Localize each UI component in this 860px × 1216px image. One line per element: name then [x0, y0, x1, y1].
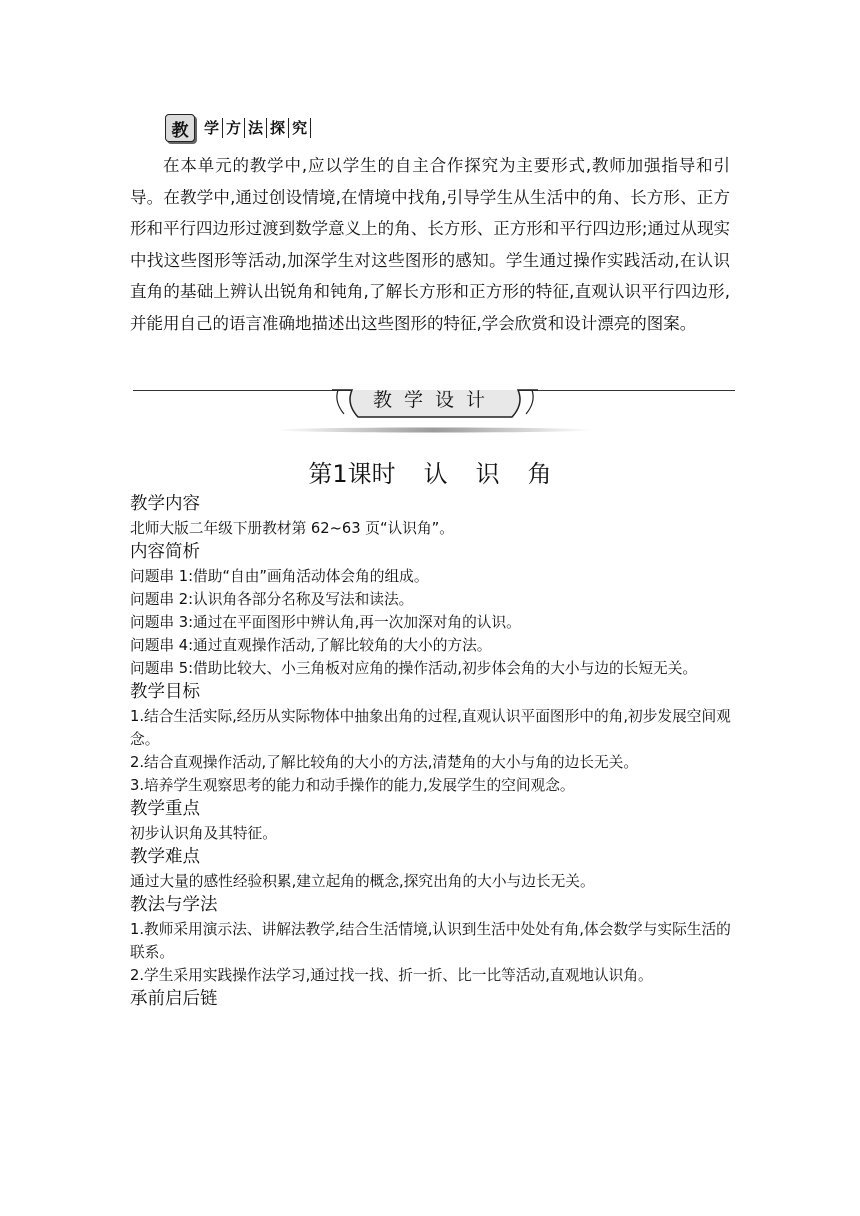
lesson-title — [0, 456, 860, 492]
section-difficulties — [130, 845, 734, 893]
section-heading: 教学目标 — [130, 682, 200, 702]
method-title-char: 方 — [223, 118, 245, 138]
method-title-char: 探 — [267, 118, 289, 138]
lesson-name-char: 认 — [423, 460, 448, 488]
section-line: 问题串 1:借助“自由”画角活动体会角的组成。 — [130, 568, 429, 585]
section-heading: 教学重点 — [130, 799, 200, 819]
section-heading: 教学难点 — [130, 847, 200, 867]
section-heading: 内容简析 — [130, 542, 200, 562]
section-line: 1.结合生活实际,经历从实际物体中抽象出角的过程,直观认识平面图形中的角,初步发展空间观念。 — [130, 708, 731, 748]
section-chain — [130, 987, 734, 1012]
lesson-name-char: 识 — [475, 460, 500, 488]
section-line: 问题串 4:通过直观操作活动,了解比较角的大小的方法。 — [130, 637, 492, 654]
banner-title: 教学设计 — [372, 389, 497, 411]
section-objectives — [130, 680, 734, 797]
section-analysis — [130, 540, 734, 680]
section-content — [130, 492, 734, 540]
method-paragraph: 在本单元的教学中,应以学生的自主合作探究为主要形式,教师加强指导和引导。在教学中,通过创设情境,在情境中找角,引导学生从生活中的角、长方形、正方形和平行四边形过渡到数学意义上的角、长方形、正方形和平行四边形;通过从现实中找这些图形等活动,加深学生对这些图形的感知。学生通过操作实践活动,在认识直角的基础上辨认出锐角和钝角,了解长方形和正方形的特征,直观认识平行四边形,并能用自己的语言准确地描述出这些图形的特征,学会欣赏和设计漂亮的图案。 — [130, 156, 730, 333]
lesson-number: 1 — [332, 460, 348, 488]
lesson-prefix: 第 — [308, 460, 333, 488]
section-line: 通过大量的感性经验积累,建立起角的概念,探究出角的大小与边长无关。 — [130, 873, 595, 890]
method-badge: 教 — [165, 114, 195, 142]
section-line: 1.教师采用演示法、讲解法教学,结合生活情境,认识到生活中处处有角,体会数学与实际生活的联系。 — [130, 921, 731, 961]
section-line: 北师大版二年级下册教材第 62~63 页“认识角”。 — [130, 520, 454, 537]
method-header — [165, 113, 311, 143]
section-methods — [130, 893, 734, 987]
section-line: 2.结合直观操作活动,了解比较角的大小的方法,清楚角的大小与角的边长无关。 — [130, 754, 639, 771]
section-line: 3.培养学生观察思考的能力和动手操作的能力,发展学生的空间观念。 — [130, 777, 575, 794]
method-title — [201, 118, 311, 138]
lesson-suffix: 课时 — [347, 460, 396, 488]
lesson-content — [130, 492, 734, 1012]
lesson-name-char: 角 — [527, 460, 552, 488]
section-line: 问题串 2:认识角各部分名称及写法和读法。 — [130, 591, 414, 608]
section-line: 问题串 3:通过在平面图形中辨认角,再一次加深对角的认识。 — [130, 614, 521, 631]
section-heading: 教学内容 — [130, 494, 200, 514]
section-key-points — [130, 797, 734, 845]
method-title-char: 学 — [201, 118, 223, 138]
section-heading: 承前启后链 — [130, 989, 218, 1009]
method-title-char: 法 — [245, 118, 267, 138]
section-line: 问题串 5:借助比较大、小三角板对应角的操作活动,初步体会角的大小与边的长短无关。 — [130, 660, 698, 677]
section-heading: 教法与学法 — [130, 895, 218, 915]
method-title-char: 究 — [289, 118, 311, 138]
section-line: 2.学生采用实践操作法学习,通过找一找、折一折、比一比等活动,直观地认识角。 — [130, 967, 653, 984]
banner-shadow — [276, 427, 592, 435]
section-line: 初步认识角及其特征。 — [130, 825, 277, 842]
